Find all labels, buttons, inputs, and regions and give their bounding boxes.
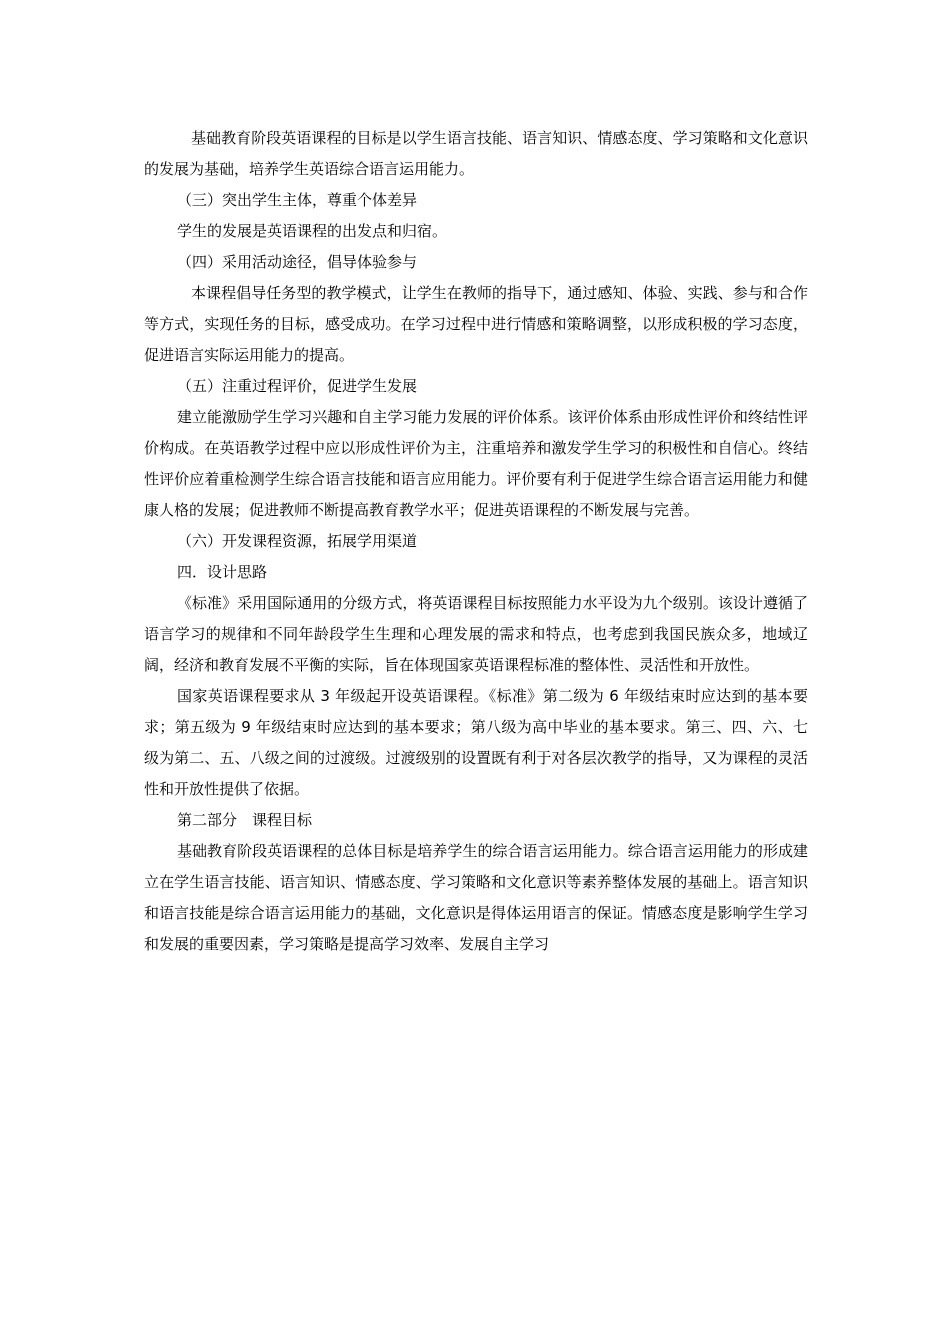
heading-activity-approach: （四）采用活动途径，倡导体验参与: [177, 253, 418, 271]
paragraph-overall-goal: 基础教育阶段英语课程的总体目标是培养学生的综合语言运用能力。综合语言运用能力的形成建立在学生语言技能、语言知识、情感态度、学习策略和文化意识等素养整体发展的基础上。语言知识和语言技能是综合语言运用能力的基础，文化意识是得体运用语言的保证。情感态度是影响学生学习和发展的重要因素，学习策略是提高学习效率、发展自主学习: [144, 842, 808, 953]
paragraph-evaluation-system: 建立能激励学生学习兴趣和自主学习能力发展的评价体系。该评价体系由形成性评价和终结性评价构成。在英语教学过程中应以形成性评价为主，注重培养和激发学生学习的积极性和自信心。终结性评价应着重检测学生综合语言技能和语言应用能力。评价要有利于促进学生综合语言运用能力和健康人格的发展；促进教师不断提高教育教学水平；促进英语课程的不断发展与完善。: [144, 408, 808, 519]
paragraph-task-based-teaching: 本课程倡导任务型的教学模式，让学生在教师的指导下，通过感知、体验、实践、参与和合作等方式，实现任务的目标，感受成功。在学习过程中进行情感和策略调整，以形成积极的学习态度，促进语言实际运用能力的提高。: [144, 284, 808, 364]
heading-part-two-course-goals: 第二部分 课程目标: [177, 811, 313, 829]
paragraph-grade-requirements: 国家英语课程要求从 3 年级起开设英语课程。《标准》第二级为 6 年级结束时应达到的基本要求；第五级为 9 年级结束时应达到的基本要求；第八级为高中毕业的基本要求。第三、四、六、七级为第二、五、八级之间的过渡级。过渡级别的设置既有利于对各层次教学的指导，又为课程的灵活性和开放性提供了依据。: [144, 687, 808, 798]
paragraph-student-development: 学生的发展是英语课程的出发点和归宿。: [177, 222, 448, 240]
heading-course-resources: （六）开发课程资源，拓展学用渠道: [177, 532, 418, 550]
heading-design-ideas: 四．设计思路: [177, 563, 268, 581]
document-body: [144, 123, 808, 960]
paragraph-grading-system: 《标准》采用国际通用的分级方式，将英语课程目标按照能力水平设为九个级别。该设计遵循了语言学习的规律和不同年龄段学生生理和心理发展的需求和特点，也考虑到我国民族众多，地域辽阔，经济和教育发展不平衡的实际，旨在体现国家英语课程标准的整体性、灵活性和开放性。: [144, 594, 808, 674]
paragraph-course-goal: 基础教育阶段英语课程的目标是以学生语言技能、语言知识、情感态度、学习策略和文化意识的发展为基础，培养学生英语综合语言运用能力。: [144, 129, 808, 178]
heading-process-evaluation: （五）注重过程评价，促进学生发展: [177, 377, 418, 395]
heading-student-centered: （三）突出学生主体，尊重个体差异: [177, 191, 418, 209]
